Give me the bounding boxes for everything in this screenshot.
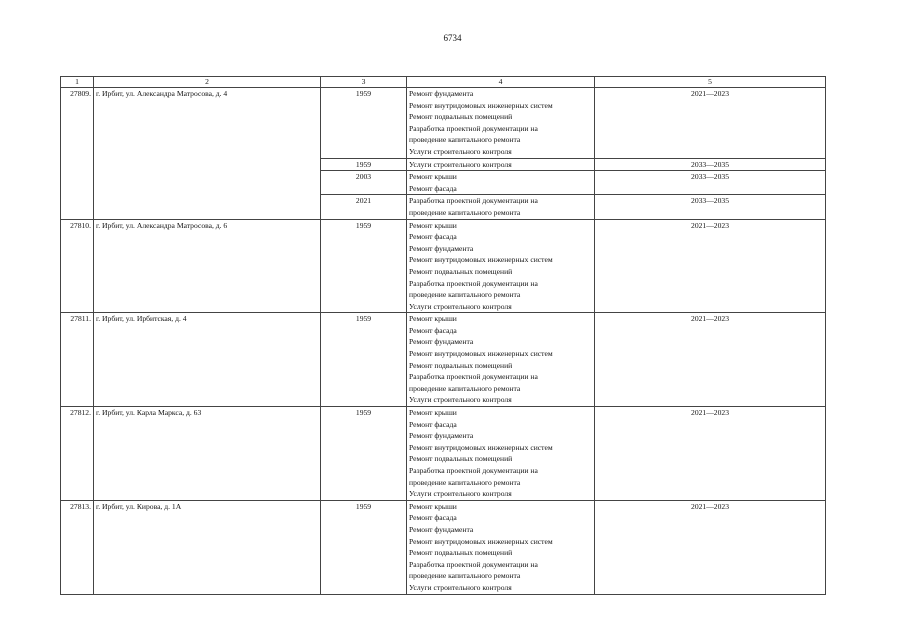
work-item: Разработка проектной документации на (409, 466, 538, 475)
year-cell: 2003 (321, 171, 407, 195)
work-item: Ремонт внутридомовых инженерных систем (409, 536, 553, 546)
page-number: 6734 (443, 33, 462, 43)
work-item: Ремонт подвальных помещений (409, 360, 513, 370)
work-item: Ремонт крыши (409, 408, 457, 418)
work-item: Ремонт внутридомовых инженерных систем (409, 100, 553, 110)
work-item: Ремонт подвальных помещений (409, 548, 513, 558)
work-item: Ремонт фасада (409, 183, 457, 193)
year-cell: 1959 (321, 88, 407, 159)
period-cell: 2033—2035 (595, 158, 826, 171)
address-cell: г. Ирбит, ул. Карла Маркса, д. 63 (94, 407, 321, 501)
work-item: Ремонт фундамента (409, 337, 474, 347)
table-row (61, 313, 826, 407)
row-number-cell: 27813. (61, 500, 94, 594)
work-item: проведение капитального ремонта (409, 290, 521, 300)
works-cell (407, 313, 595, 407)
year-cell: 1959 (321, 158, 407, 171)
work-item: Ремонт крыши (409, 220, 457, 230)
work-item: проведение капитального ремонта (409, 207, 521, 217)
work-item: проведение капитального ремонта (409, 477, 521, 487)
period-cell: 2033—2035 (595, 171, 826, 195)
table-row (61, 407, 826, 501)
row-number-cell: 27810. (61, 219, 94, 313)
address-cell: г. Ирбит, ул. Александра Матросова, д. 4 (94, 88, 321, 220)
work-item: Ремонт внутридомовых инженерных систем (409, 255, 553, 265)
address-cell: г. Ирбит, ул. Александра Матросова, д. 6 (94, 219, 321, 313)
address-cell: г. Ирбит, ул. Кирова, д. 1А (94, 500, 321, 594)
work-item: Услуги строительного контроля (409, 159, 512, 169)
period-cell: 2021—2023 (595, 407, 826, 501)
col-header-5: 5 (595, 77, 826, 88)
work-item: Ремонт крыши (409, 314, 457, 324)
works-cell (407, 171, 595, 195)
work-item: Разработка проектной документации на (409, 278, 538, 288)
period-cell: 2021—2023 (595, 500, 826, 594)
works-cell (407, 88, 595, 159)
table-row (61, 88, 826, 159)
work-item: Ремонт фундамента (409, 431, 474, 441)
row-number-cell: 27809. (61, 88, 94, 220)
work-item: Ремонт внутридомовых инженерных систем (409, 442, 553, 452)
row-number-cell: 27811. (61, 313, 94, 407)
period-cell: 2033—2035 (595, 195, 826, 219)
work-item: Ремонт фундамента (409, 243, 474, 253)
work-item: Ремонт фасада (409, 325, 457, 335)
header-row (61, 77, 826, 88)
year-cell: 1959 (321, 407, 407, 501)
col-header-3: 3 (321, 77, 407, 88)
work-item: Ремонт фасада (409, 419, 457, 429)
works-cell (407, 500, 595, 594)
work-item: Ремонт фасада (409, 513, 457, 523)
work-item: Разработка проектной документации на (409, 372, 538, 382)
period-cell: 2021—2023 (595, 219, 826, 313)
work-item: Услуги строительного контроля (409, 395, 512, 405)
table-row (61, 500, 826, 594)
works-cell (407, 195, 595, 219)
period-cell: 2021—2023 (595, 88, 826, 159)
work-item: Услуги строительного контроля (409, 301, 512, 311)
work-item: Ремонт фасада (409, 232, 457, 242)
work-item: проведение капитального ремонта (409, 383, 521, 393)
work-item: Ремонт внутридомовых инженерных систем (409, 349, 553, 359)
work-item: Ремонт крыши (409, 501, 457, 511)
work-item: Ремонт подвальных помещений (409, 454, 513, 464)
repair-schedule-table (60, 76, 826, 595)
work-item: Ремонт фундамента (409, 89, 474, 98)
work-item: Ремонт подвальных помещений (409, 112, 513, 122)
address-cell: г. Ирбит, ул. Ирбитская, д. 4 (94, 313, 321, 407)
work-item: проведение капитального ремонта (409, 135, 521, 145)
year-cell: 1959 (321, 219, 407, 313)
col-header-2: 2 (94, 77, 321, 88)
row-number-cell: 27812. (61, 407, 94, 501)
work-item: Ремонт подвальных помещений (409, 266, 513, 276)
works-cell (407, 158, 595, 171)
period-cell: 2021—2023 (595, 313, 826, 407)
work-item: Разработка проектной документации на (409, 559, 538, 569)
work-item: Разработка проектной документации на (409, 123, 538, 133)
work-item: проведение капитального ремонта (409, 571, 521, 581)
work-item: Ремонт фундамента (409, 524, 474, 534)
works-cell (407, 407, 595, 501)
col-header-1: 1 (61, 77, 94, 88)
table-row (61, 219, 826, 313)
year-cell: 2021 (321, 195, 407, 219)
year-cell: 1959 (321, 500, 407, 594)
work-item: Услуги строительного контроля (409, 489, 512, 499)
work-item: Услуги строительного контроля (409, 582, 512, 592)
col-header-4: 4 (407, 77, 595, 88)
work-item: Услуги строительного контроля (409, 146, 512, 156)
table-body (61, 77, 826, 595)
year-cell: 1959 (321, 313, 407, 407)
works-cell (407, 219, 595, 313)
work-item: Ремонт крыши (409, 172, 457, 182)
work-item: Разработка проектной документации на (409, 196, 538, 206)
